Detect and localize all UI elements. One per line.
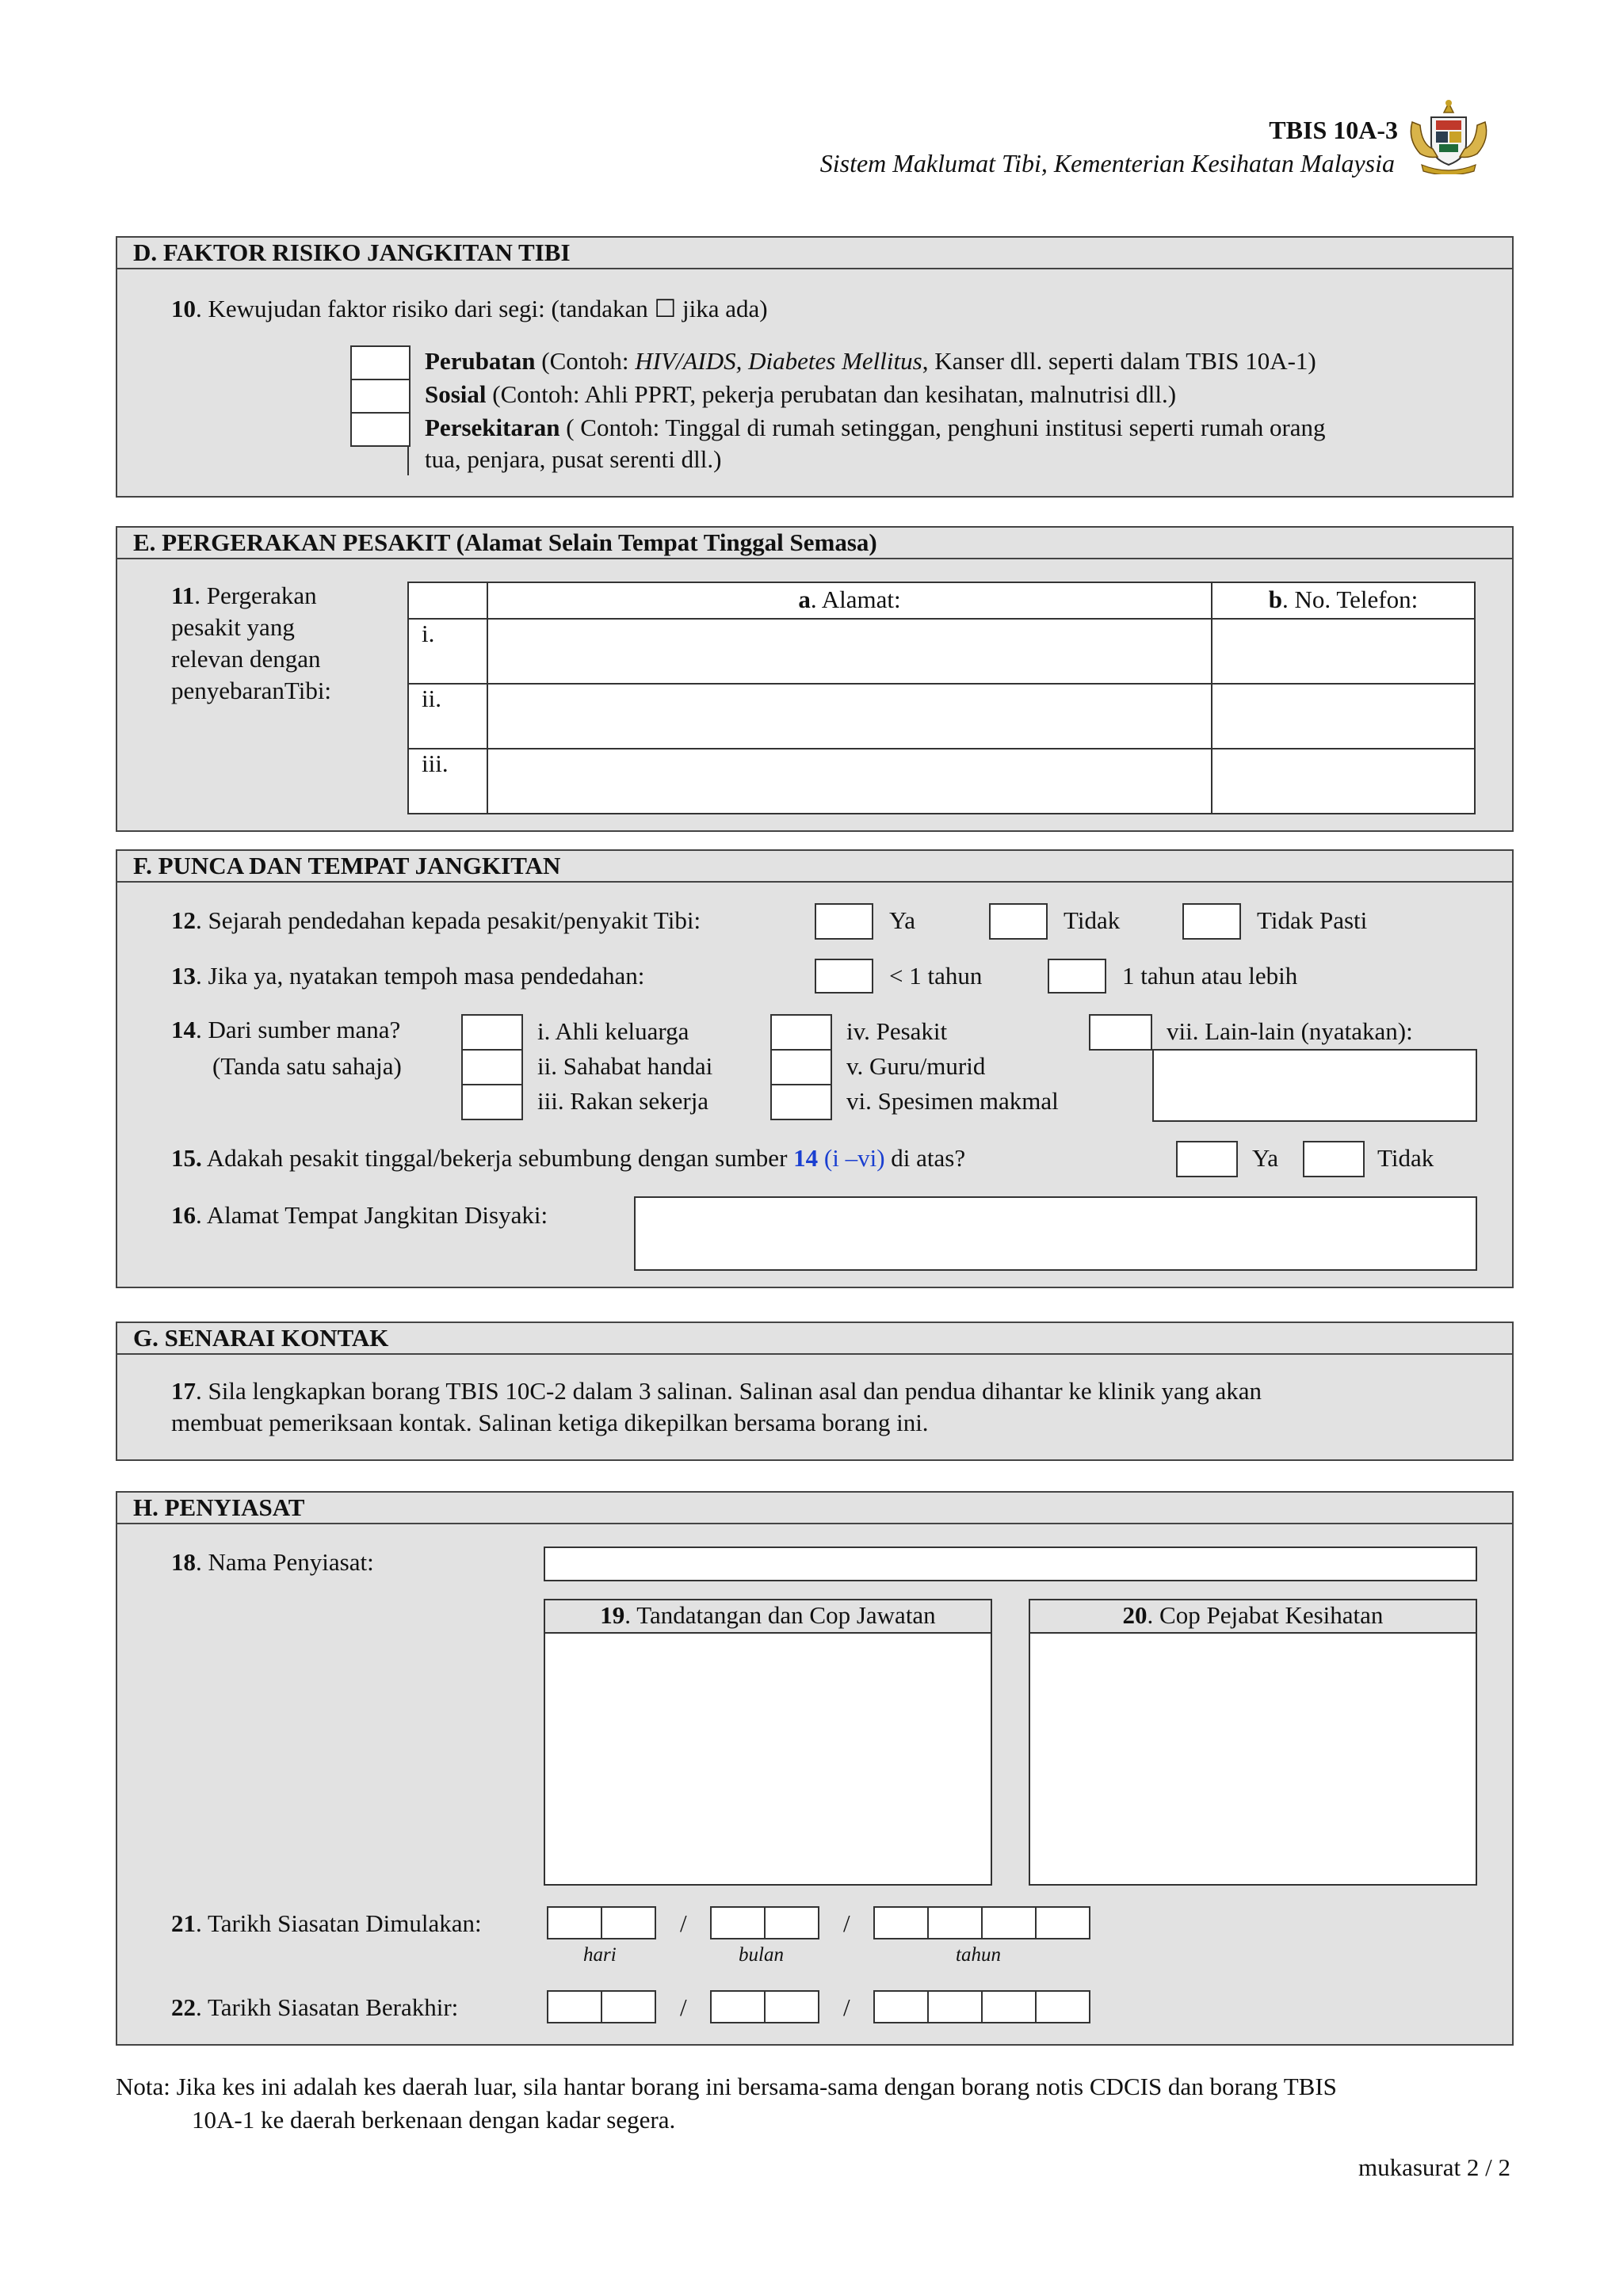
q14-opt-ii-label: ii. Sahabat handai: [537, 1052, 713, 1080]
q12-ya-label: Ya: [889, 906, 916, 934]
q12-tidak-pasti-checkbox[interactable]: [1182, 903, 1241, 940]
q13-1-more-checkbox[interactable]: [1048, 959, 1106, 994]
form-code: TBIS 10A-3: [1269, 116, 1398, 144]
q12-ya-checkbox[interactable]: [815, 903, 873, 940]
q20-header: 20. Cop Pejabat Kesihatan: [1030, 1600, 1476, 1634]
q12-tidak-checkbox[interactable]: [989, 903, 1048, 940]
q21-month-digit-1[interactable]: [710, 1906, 766, 1939]
row-label-ii: ii.: [408, 684, 487, 749]
table-row: [408, 619, 1475, 684]
alamat-field-iii[interactable]: [487, 749, 1212, 814]
date-separator: /: [680, 1909, 687, 1937]
section-d: [116, 236, 1514, 498]
section-h-title: H. PENYIASAT: [117, 1493, 1512, 1524]
table-row: [408, 684, 1475, 749]
q14-opt-ii-checkbox[interactable]: [461, 1049, 523, 1085]
risk-sosial: Sosial (Contoh: Ahli PPRT, pekerja perubatan dan kesihatan, malnutrisi dll.): [425, 380, 1177, 408]
q21-year-digit-3[interactable]: [981, 1906, 1037, 1939]
q11-label-4: penyebaranTibi:: [171, 677, 332, 704]
risk-perubatan: Perubatan (Contoh: HIV/AIDS, Diabetes Mellitus, Kanser dll. seperti dalam TBIS 10A-1): [425, 347, 1316, 375]
q18-label: 18. Nama Penyiasat:: [171, 1548, 374, 1576]
coat-of-arms-icon: [1404, 98, 1493, 174]
q17-text: 17. Sila lengkapkan borang TBIS 10C-2 dalam 3 salinan. Salinan asal dan pendua dihantar ke klinik yang akan: [171, 1377, 1262, 1405]
q22-year-digit-3[interactable]: [981, 1990, 1037, 2023]
q22-label: 22. Tarikh Siasatan Berakhir:: [171, 1993, 459, 2021]
tandatangan-box[interactable]: [544, 1599, 992, 1886]
q11-label: 11. Pergerakan: [171, 582, 317, 609]
tahun-caption: tahun: [956, 1944, 1001, 1966]
column-telefon: b. No. Telefon:: [1212, 582, 1475, 619]
section-g: [116, 1322, 1514, 1461]
q13-label: 13. Jika ya, nyatakan tempoh masa pendedahan:: [171, 962, 645, 990]
q21-month-digit-2[interactable]: [764, 1906, 819, 1939]
alamat-field-ii[interactable]: [487, 684, 1212, 749]
q22-month-digit-2[interactable]: [764, 1990, 819, 2023]
q14-opt-v-checkbox[interactable]: [770, 1049, 832, 1085]
checkbox-sosial[interactable]: [350, 379, 411, 414]
hari-caption: hari: [583, 1944, 617, 1966]
section-f-title: F. PUNCA DAN TEMPAT JANGKITAN: [117, 851, 1512, 883]
q22-year-digit-4[interactable]: [1035, 1990, 1090, 2023]
table-header-blank: [408, 582, 487, 619]
nota: [116, 2073, 1337, 2134]
bulan-caption: bulan: [739, 1944, 784, 1966]
table-row: [408, 749, 1475, 814]
telefon-field-i[interactable]: [1212, 619, 1475, 684]
section-h: [116, 1491, 1514, 2046]
section-g-title: G. SENARAI KONTAK: [117, 1323, 1512, 1355]
date-separator: /: [680, 1993, 687, 2021]
q12-label: 12. Sejarah pendedahan kepada pesakit/penyakit Tibi:: [171, 906, 701, 934]
q14-opt-vii-checkbox[interactable]: [1089, 1014, 1152, 1051]
date-separator: /: [843, 1993, 850, 2021]
q15-label: 15. Adakah pesakit tinggal/bekerja sebumbung dengan sumber 14 (i –vi) di atas?: [171, 1144, 966, 1172]
q16-alamat-field[interactable]: [634, 1196, 1477, 1271]
q21-year-digit-1[interactable]: [873, 1906, 929, 1939]
q22-year-digit-1[interactable]: [873, 1990, 929, 2023]
q12-tidak-pasti-label: Tidak Pasti: [1257, 906, 1368, 934]
q15-ya-label: Ya: [1252, 1144, 1279, 1172]
checkbox-perubatan[interactable]: [350, 345, 411, 380]
q22-day-digit-1[interactable]: [547, 1990, 602, 2023]
q14-opt-v-label: v. Guru/murid: [846, 1052, 986, 1080]
q14-opt-iii-checkbox[interactable]: [461, 1084, 523, 1120]
q22-day-digit-2[interactable]: [601, 1990, 656, 2023]
section-d-title: D. FAKTOR RISIKO JANGKITAN TIBI: [117, 238, 1512, 269]
q14-opt-vii-label: vii. Lain-lain (nyatakan):: [1167, 1017, 1413, 1045]
q14-opt-vi-label: vi. Spesimen makmal: [846, 1087, 1059, 1115]
section-f: [116, 849, 1514, 1288]
page-number: mukasurat 2 / 2: [1358, 2153, 1510, 2181]
row-label-i: i.: [408, 619, 487, 684]
risk-persekitaran-cont: tua, penjara, pusat serenti dll.): [425, 445, 722, 473]
q21-year-digit-2[interactable]: [927, 1906, 983, 1939]
q14-opt-i-checkbox[interactable]: [461, 1014, 523, 1051]
q14-opt-vi-checkbox[interactable]: [770, 1084, 832, 1120]
q14-label: 14. Dari sumber mana?: [171, 1016, 401, 1043]
q15-tidak-label: Tidak: [1377, 1144, 1434, 1172]
q21-label: 21. Tarikh Siasatan Dimulakan:: [171, 1909, 482, 1937]
cop-pejabat-box[interactable]: [1029, 1599, 1477, 1886]
q14-sublabel: (Tanda satu sahaja): [212, 1052, 402, 1080]
q21-day-digit-2[interactable]: [601, 1906, 656, 1939]
q21-year-digit-4[interactable]: [1035, 1906, 1090, 1939]
q19-header: 19. Tandatangan dan Cop Jawatan: [545, 1600, 991, 1634]
q15-ya-checkbox[interactable]: [1176, 1141, 1238, 1177]
q14-lain-lain-field[interactable]: [1152, 1049, 1477, 1122]
q13-less-1-checkbox[interactable]: [815, 959, 873, 994]
telefon-field-ii[interactable]: [1212, 684, 1475, 749]
q10-label: 10. Kewujudan faktor risiko dari segi: (tandakan ☐ jika ada): [171, 295, 768, 322]
q15-tidak-checkbox[interactable]: [1303, 1141, 1365, 1177]
q17-text-2: membuat pemeriksaan kontak. Salinan ketiga dikepilkan bersama borang ini.: [171, 1409, 929, 1436]
q14-opt-iii-label: iii. Rakan sekerja: [537, 1087, 709, 1115]
q21-day-digit-1[interactable]: [547, 1906, 602, 1939]
telefon-field-iii[interactable]: [1212, 749, 1475, 814]
section-e: [116, 526, 1514, 832]
row-label-iii: iii.: [408, 749, 487, 814]
q13-less-1-label: < 1 tahun: [889, 962, 983, 990]
q11-label-3: relevan dengan: [171, 645, 321, 673]
risk-persekitaran: Persekitaran ( Contoh: Tinggal di rumah setinggan, penghuni institusi seperti rumah orang: [425, 414, 1326, 441]
nama-penyiasat-field[interactable]: [544, 1547, 1477, 1581]
q14-opt-iv-label: iv. Pesakit: [846, 1017, 948, 1045]
q14-opt-i-label: i. Ahli keluarga: [537, 1017, 689, 1045]
column-alamat: a. Alamat:: [487, 582, 1212, 619]
q11-label-2: pesakit yang: [171, 613, 295, 641]
q22-year-digit-2[interactable]: [927, 1990, 983, 2023]
q16-label: 16. Alamat Tempat Jangkitan Disyaki:: [171, 1201, 548, 1229]
movement-table: [407, 582, 1476, 814]
q13-1-more-label: 1 tahun atau lebih: [1122, 962, 1298, 990]
nota-line-2: 10A-1 ke daerah berkenaan dengan kadar segera.: [192, 2106, 676, 2134]
form-subtitle: Sistem Maklumat Tibi, Kementerian Kesihatan Malaysia: [819, 149, 1395, 177]
divider: [407, 445, 409, 475]
table-header-row: [408, 582, 1475, 619]
section-e-title: E. PERGERAKAN PESAKIT (Alamat Selain Tempat Tinggal Semasa): [117, 528, 1512, 559]
nota-line-1: Nota: Jika kes ini adalah kes daerah luar, sila hantar borang ini bersama-sama dengan borang notis CDCIS dan borang TBIS: [116, 2073, 1337, 2100]
date-separator: /: [843, 1909, 850, 1937]
q12-tidak-label: Tidak: [1064, 906, 1121, 934]
q14-opt-iv-checkbox[interactable]: [770, 1014, 832, 1051]
q22-month-digit-1[interactable]: [710, 1990, 766, 2023]
alamat-field-i[interactable]: [487, 619, 1212, 684]
checkbox-persekitaran[interactable]: [350, 412, 411, 447]
